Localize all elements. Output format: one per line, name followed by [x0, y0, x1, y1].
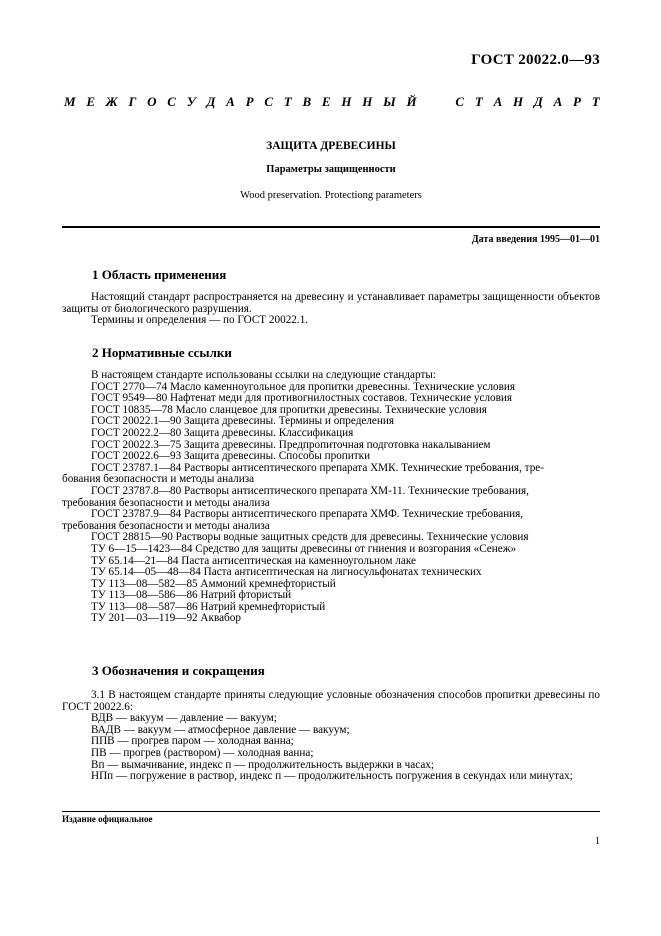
banner-letter: Р [573, 94, 581, 109]
notation-item: ВАДВ — вакуум — атмосферное давление — вакуум; [91, 723, 350, 736]
edition-label: Издание официальное [62, 814, 153, 824]
reference-item: ГОСТ 2770—74 Масло каменноугольное для пропитки древесины. Технические условия [91, 380, 516, 393]
banner-letter: Ы [383, 94, 396, 109]
reference-item: ГОСТ 23787.1—84 Растворы антисептического препарата ХМК. Технические требования, тре- [91, 461, 544, 474]
section-3-body [62, 690, 600, 783]
banner-letter: С [455, 94, 465, 109]
notation-item: НПп — погружение в раствор, индекс п — продолжительность погружения в секундах или минутах; [91, 770, 573, 783]
banner-letter: С [264, 94, 273, 109]
references-list [62, 382, 600, 625]
reference-item: ГОСТ 23787.8—80 Растворы антисептического препарата ХМ-11. Технические требования, [91, 484, 529, 497]
banner-letter: Н [513, 94, 524, 109]
banner-letter: А [553, 94, 563, 109]
reference-item: ТУ 65.14—05—48—84 Паста антисептическая на лигносульфонатах технических [91, 566, 482, 579]
header-divider [62, 226, 600, 228]
banner-letter: Г [128, 94, 137, 109]
reference-item: ГОСТ 20022.1—90 Защита древесины. Термины и определения [91, 415, 395, 428]
section-1-paragraph: Настоящий стандарт распространяется на древесину и устанавливает параметры защищенности объектов защиты от биологического разрушения. [62, 291, 600, 315]
banner-letter: В [302, 94, 312, 109]
banner-letter: Е [321, 94, 331, 109]
notation-item: ПВ — прогрев (раствором) — холодная ванна; [91, 746, 314, 759]
reference-item: ГОСТ 9549—80 Нафтенат меди для противогнилостных составов. Технические условия [91, 392, 513, 405]
document-subtitle: Параметры защищенности [266, 164, 396, 175]
reference-item: ГОСТ 20022.2—80 Защита древесины. Классификация [91, 426, 354, 439]
banner-letter: Д [206, 94, 216, 109]
reference-item: ТУ 113—08—586—86 Натрий фтористый [91, 589, 292, 602]
document-title-english: Wood preservation. Protectiong parameters [240, 190, 422, 201]
notation-item: Вп — вымачивание, индекс п — продолжительность выдержки в часах; [91, 758, 434, 771]
banner-letter: Ж [105, 94, 118, 109]
notation-item: ВДВ — вакуум — давление — вакуум; [91, 712, 277, 725]
document-page [62, 0, 600, 936]
reference-item: ГОСТ 10835—78 Масло сланцевое для пропитки древесины. Технические условия [91, 403, 487, 416]
reference-item: требования безопасности и методы анализа [62, 496, 270, 509]
banner-letter: М [64, 94, 76, 109]
banner-letter [441, 94, 444, 110]
document-title: ЗАЩИТА ДРЕВЕСИНЫ [266, 140, 396, 152]
reference-item: ГОСТ 28815—90 Растворы водные защитных средств для древесины. Технические условия [91, 531, 529, 544]
reference-item: ТУ 113—08—587—86 Натрий кремнефтористый [91, 600, 326, 613]
banner-letter: Н [362, 94, 373, 109]
section-3-paragraph: 3.1 В настоящем стандарте приняты следующие условные обозначения способов пропитки древесины по ГОСТ 20022.6: [62, 689, 600, 713]
banner-letter: Д [533, 94, 543, 109]
banner-letter: А [493, 94, 503, 109]
banner-letter: Т [283, 94, 292, 109]
banner-letter: Й [406, 94, 417, 109]
reference-item: ГОСТ 23787.9—84 Растворы антисептического препарата ХМФ. Технические требования, [91, 508, 524, 521]
banner-letter: У [186, 94, 196, 109]
reference-item: требования безопасности и методы анализа [62, 519, 270, 532]
banner-letter: С [167, 94, 176, 109]
section-2-intro: В настоящем стандарте использованы ссылки на следующие стандарты: [91, 369, 436, 381]
reference-item: ГОСТ 20022.6—93 Защита древесины. Способы пропитки [91, 450, 371, 463]
section-1-heading: 1 Область применения [92, 267, 227, 282]
footer-divider [62, 811, 600, 812]
banner-letter: Н [341, 94, 352, 109]
section-1-terms: Термины и определения — по ГОСТ 20022.1. [91, 314, 309, 327]
section-1-body [62, 292, 600, 327]
banner-letter: Е [86, 94, 95, 109]
reference-item: ТУ 201—03—119—92 Аквабор [91, 612, 241, 625]
banner-letter: Т [591, 94, 600, 109]
section-3-heading: 3 Обозначения и сокращения [92, 663, 265, 678]
banner-letter: А [226, 94, 235, 109]
reference-item: бования безопасности и методы анализа [62, 473, 255, 486]
document-number: ГОСТ 20022.0—93 [471, 52, 600, 68]
reference-item: ТУ 113—08—582—85 Аммоний кремнефтористый [91, 577, 336, 590]
reference-item: ТУ 6—15—1423—84 Средство для защиты древесины от гниения и возгорания «Сенеж» [91, 542, 517, 555]
banner-letter [427, 94, 430, 110]
reference-item: ГОСТ 20022.3—75 Защита древесины. Предпропиточная подготовка накалыванием [91, 438, 491, 451]
section-2-heading: 2 Нормативные ссылки [92, 345, 232, 360]
banner-letter: Т [474, 94, 483, 109]
banner-letter: О [147, 94, 157, 109]
section-2-body [62, 370, 600, 625]
page-number: 1 [595, 836, 600, 847]
banner-letter: Р [245, 94, 254, 109]
introduction-date: Дата введения 1995—01—01 [471, 234, 600, 245]
notation-list [62, 713, 600, 783]
reference-item: ТУ 65.14—21—84 Паста антисептическая на каменноугольном лаке [91, 554, 416, 567]
interstate-standard-banner [64, 94, 600, 110]
notation-item: ППВ — прогрев паром — холодная ванна; [91, 735, 294, 748]
